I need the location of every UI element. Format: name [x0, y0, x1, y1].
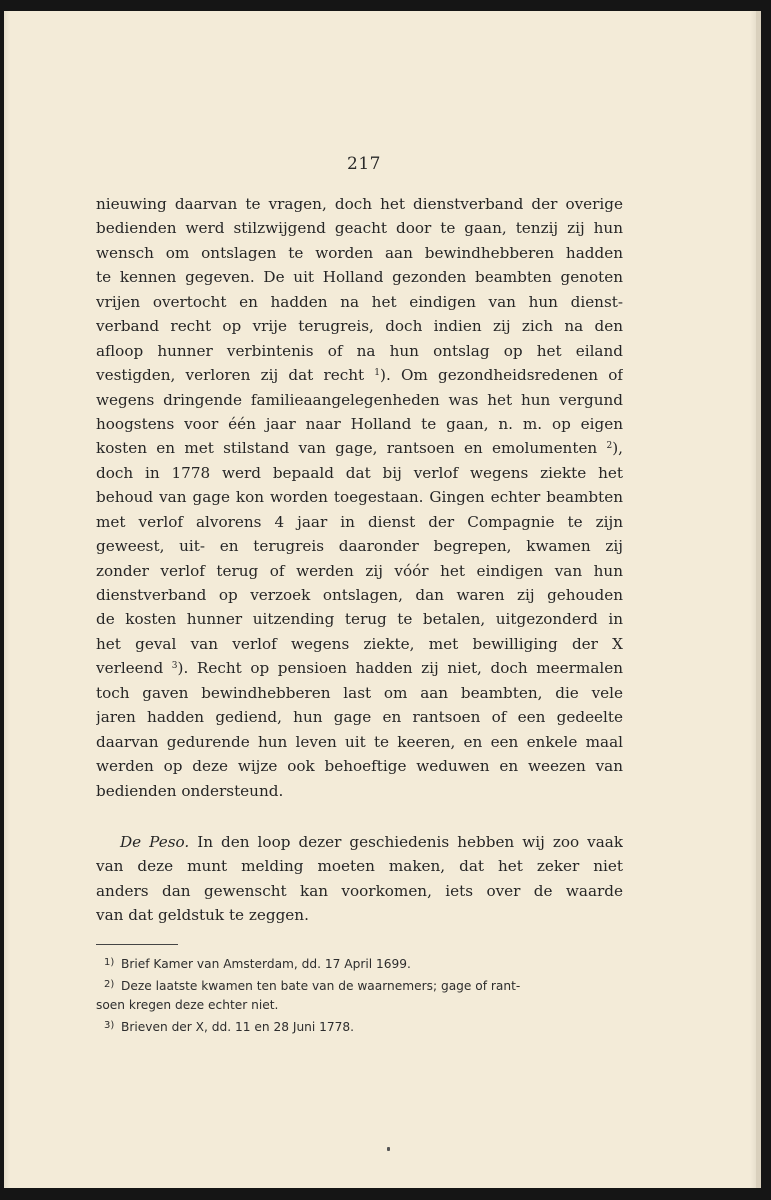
- footnote-ref: 3: [171, 661, 178, 672]
- section-heading: De Peso.: [120, 832, 190, 851]
- text-line: wensch om ontslagen te worden aan bewindhebberen hadden: [96, 243, 623, 262]
- text-line: hoogstens voor één jaar naar Holland te gaan, n. m. op eigen: [96, 414, 623, 433]
- text-line-tail: In den loop dezer geschiedenis hebben wij zoo vaak: [197, 832, 623, 851]
- text-line: van deze munt melding moeten maken, dat het zeker niet: [96, 857, 623, 876]
- footnote-divider: [96, 944, 178, 945]
- footnote: [96, 975, 623, 997]
- text-line-tail: ),: [612, 439, 623, 458]
- text-line: wegens dringende familieaangelegenheden was het hun vergund: [96, 390, 623, 409]
- page-edge: [756, 11, 761, 1188]
- text-line: doch in 1778 werd bepaald dat bij verlof wegens ziekte het: [96, 463, 623, 482]
- text-line: [96, 830, 623, 854]
- text-line: [96, 363, 623, 387]
- text-line: toch gaven bewindhebberen last om aan beambten, die vele: [96, 683, 623, 702]
- text-line: daarvan gedurende hun leven uit te keeren, en een enkele maal: [96, 732, 623, 751]
- main-text: [96, 192, 623, 928]
- text-line: anders dan gewenscht kan voorkomen, iets over de waarde: [96, 881, 623, 900]
- text-line: geweest, uit- en terugreis daaronder begrepen, kwamen zij: [96, 537, 623, 556]
- text-line: jaren hadden gediend, hun gage en rantsoen of een gedeelte: [96, 708, 623, 727]
- text-line: nieuwing daarvan te vragen, doch het dienstverband der overige: [96, 195, 623, 213]
- text-line: zonder verlof terug of werden zij vóór het eindigen van hun: [96, 561, 623, 580]
- text-line-tail: ). Om gezondheidsredenen of: [380, 366, 623, 385]
- footnote: [96, 1016, 623, 1038]
- footnote: [96, 953, 623, 975]
- footnote-mark: 1): [104, 957, 115, 968]
- page-number: 217: [347, 154, 381, 174]
- footnote-mark: 2): [104, 978, 115, 990]
- text-line: bedienden werd stilzwijgend geacht door te gaan, tenzij zij hun: [96, 219, 623, 238]
- text-line: te kennen gegeven. De uit Holland gezonden beambten genoten: [96, 268, 623, 287]
- text-line-head: verleend: [96, 659, 164, 678]
- paper-speck: [387, 1147, 390, 1151]
- footnote-ref: 2: [606, 441, 613, 452]
- footnote-text: soen kregen deze echter niet.: [96, 998, 279, 1012]
- text-line: de kosten hunner uitzending terug te betalen, uitgezonderd in: [96, 610, 623, 629]
- footnotes: [96, 953, 623, 1037]
- text-line: verband recht op vrije terugreis, doch indien zij zich na den: [96, 317, 623, 336]
- text-line: behoud van gage kon worden toegestaan. Gingen echter beambten: [96, 488, 623, 507]
- text-line: [96, 656, 623, 680]
- text-line: dienstverband op verzoek ontslagen, dan waren zij gehouden: [96, 586, 623, 604]
- text-line: afloop hunner verbintenis of na hun ontslag op het eiland: [96, 341, 623, 360]
- text-line: het geval van verlof wegens ziekte, met bewilliging der X: [96, 634, 623, 653]
- footnote-text: Brieven der X, dd. 11 en 28 Juni 1778.: [121, 1019, 355, 1034]
- book-page: [4, 11, 756, 1188]
- text-line-tail: ). Recht op pensioen hadden zij niet, doch meermalen: [177, 659, 623, 678]
- text-line: met verlof alvorens 4 jaar in dienst der Compagnie te zijn: [96, 512, 623, 531]
- text-line: van dat geldstuk te zeggen.: [96, 906, 309, 925]
- footnote-mark: 3): [104, 1019, 115, 1031]
- footnote: [96, 996, 623, 1016]
- text-line: vrijen overtocht en hadden na het eindigen van hun dienst-: [96, 292, 623, 311]
- text-line: [96, 436, 623, 460]
- footnote-ref: 1: [374, 368, 381, 379]
- text-line-head: vestigden, verloren zij dat recht: [96, 366, 365, 385]
- text-line: bedienden ondersteund.: [96, 781, 284, 800]
- footnote-text: Brief Kamer van Amsterdam, dd. 17 April 1699.: [121, 957, 411, 971]
- text-line: werden op deze wijze ook behoeftige weduwen en weezen van: [96, 757, 623, 776]
- footnote-text: Deze laatste kwamen ten bate van de waarnemers; gage of rant-: [121, 978, 521, 993]
- text-line-head: kosten en met stilstand van gage, rantsoen en emolumenten: [96, 439, 598, 458]
